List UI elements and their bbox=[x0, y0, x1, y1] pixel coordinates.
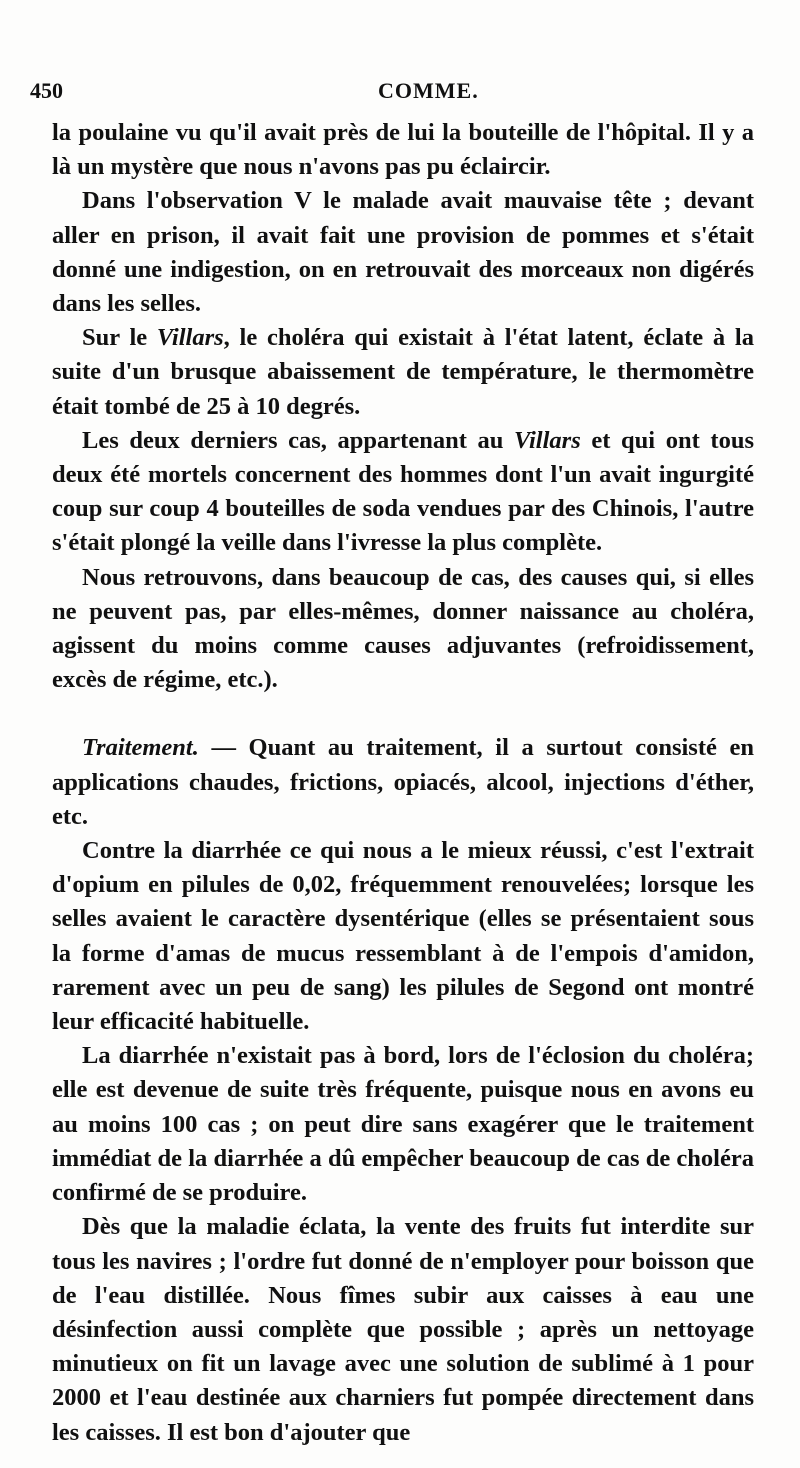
paragraph-observation-v: Dans l'observation V le malade avait mauvaise tête ; devant aller en prison, il avait fait une provision de pommes et s'était donné une indigestion, on en retrouvait des morceaux non digérés dans les selles. bbox=[52, 187, 754, 318]
paragraph-text: Sur le bbox=[82, 324, 157, 352]
paragraph-villars-cholera bbox=[52, 321, 754, 424]
paragraph-adjuvant-causes: Nous retrouvons, dans beaucoup de cas, des causes qui, si elles ne peuvent pas, par elles-mêmes, donner naissance au choléra, agissent du moins comme causes adjuvantes (refroidissement, excès de régime, etc.). bbox=[52, 563, 754, 694]
body-text bbox=[52, 116, 754, 1450]
paragraph-last-cases bbox=[52, 424, 754, 561]
page-number: 450 bbox=[30, 78, 63, 103]
running-title: COMME. bbox=[378, 78, 479, 103]
section-heading-treatment: Traitement. bbox=[82, 734, 199, 762]
paragraph-diarrhea-onboard: La diarrhée n'existait pas à bord, lors de l'éclosion du choléra; elle est devenue de suite très fréquente, puisque nous en avons eu au moins 100 cas ; on peut dire sans exagérer que le traitement immédiat de la diarrhée a dû empêcher beaucoup de cas de choléra confirmé de se produire. bbox=[52, 1042, 754, 1207]
paragraph-diarrhea-treatment: Contre la diarrhée ce qui nous a le mieux réussi, c'est l'extrait d'opium en pilules de 0,02, fréquemment renouvelées; lorsque les selles avaient le caractère dysentérique (elles se présentaient sous la forme d'amas de mucus ressemblant à de l'empois d'amidon, rarement avec un peu de sang) les pilules de Segond ont montré leur efficacité habituelle. bbox=[52, 837, 754, 1036]
ship-name-italic: Villars bbox=[514, 426, 581, 454]
paragraph-continuation: la poulaine vu qu'il avait près de lui la bouteille de l'hôpital. Il y a là un mystère que nous n'avons pas pu éclaircir. bbox=[52, 119, 754, 181]
paragraph-treatment bbox=[52, 731, 754, 834]
paragraph-text: et qui ont tous deux été mortels concernent des hommes dont l'un avait ingurgité coup sur coup 4 bouteilles de soda vendues par des Chinois, l'autre s'était plongé la veille dans l'ivresse la plus complète. bbox=[52, 426, 754, 557]
ship-name-italic: Villars bbox=[156, 324, 224, 352]
paragraph-prevention: Dès que la maladie éclata, la vente des fruits fut interdite sur tous les navires ; l'ordre fut donné de n'employer pour boisson que de l'eau distillée. Nous fîmes subir aux caisses à eau une désinfection aussi complète que possible ; après un nettoyage minutieux on fit un lavage avec une solution de sublimé à 1 pour 2000 et l'eau destinée aux charniers fut pompée directement dans les caisses. Il est bon d'ajouter que bbox=[52, 1213, 754, 1446]
paragraph-text: — Quant au traitement, il a surtout consisté en applications chaudes, frictions, opiacés, alcool, injections d'éther, etc. bbox=[52, 734, 754, 830]
page-header bbox=[30, 78, 770, 108]
paragraph-text: , le choléra qui existait à l'état latent, éclate à la suite d'un brusque abaissement de température, le thermomètre était tombé de 25 à 10 degrés. bbox=[52, 324, 754, 420]
paragraph-text: Les deux derniers cas, appartenant au bbox=[82, 426, 515, 454]
